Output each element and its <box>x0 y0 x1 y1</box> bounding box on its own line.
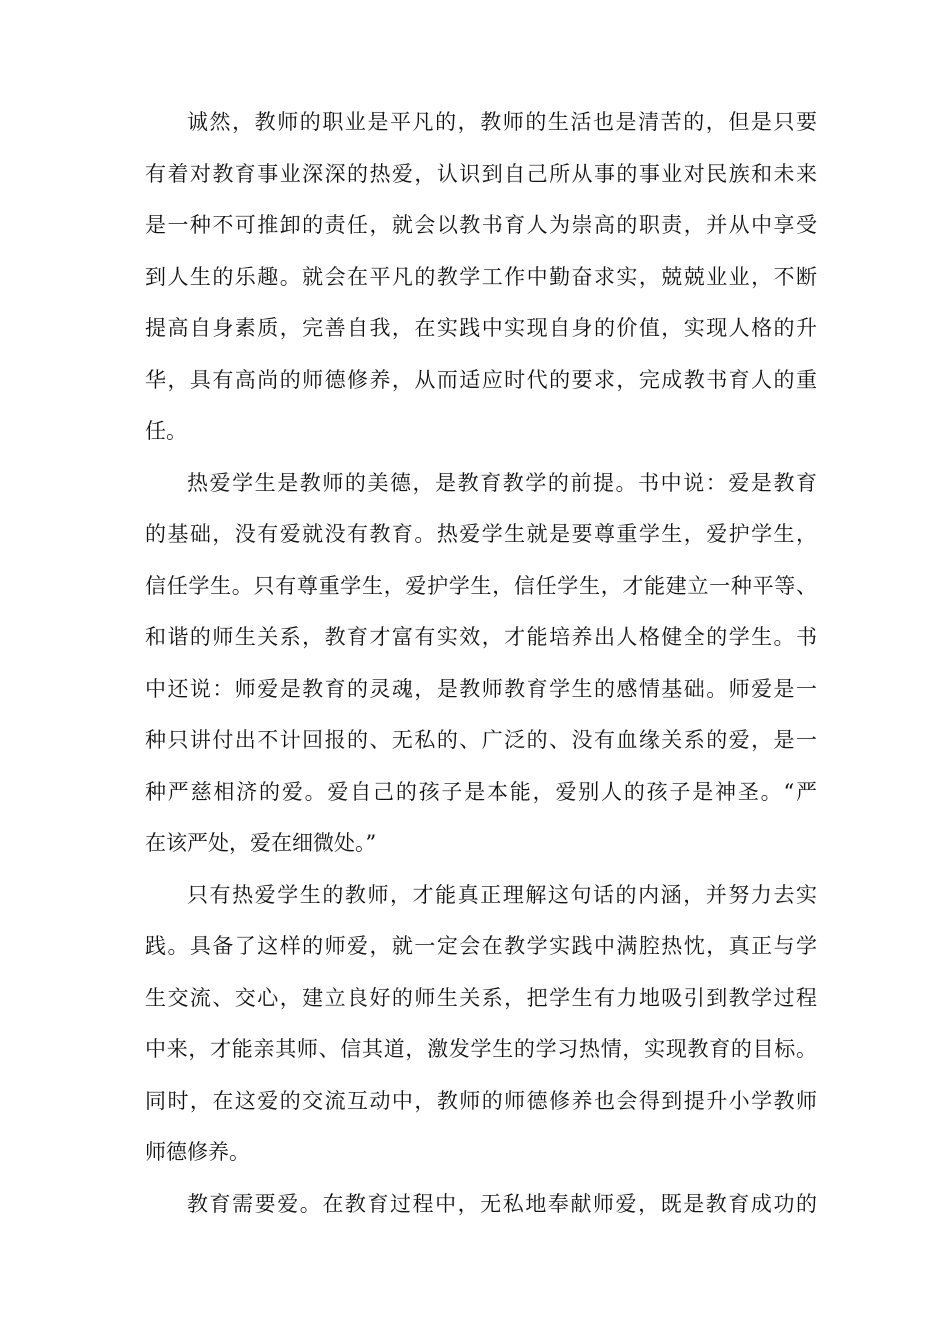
text-line: 中来，才能亲其师、信其道，激发学生的学习热情，实现教育的目标。 <box>145 1037 817 1061</box>
text-line: 在该严处，爱在细微处。” <box>145 831 377 855</box>
text-line: 同时，在这爱的交流互动中，教师的师德修养也会得到提升小学教师 <box>145 1088 817 1113</box>
text-line: 热爱学生是教师的美德，是教育教学的前提。书中说：爱是教育 <box>187 470 817 495</box>
text-line: 践。具备了这样的师爱，就一定会在教学实践中满腔热忱，真正与学 <box>145 934 817 958</box>
text-line: 信任学生。只有尊重学生，爱护学生，信任学生，才能建立一种平等、 <box>145 573 817 598</box>
text-line: 的基础，没有爱就没有教育。热爱学生就是要尊重学生，爱护学生， <box>145 522 817 546</box>
paragraph-2 <box>145 458 817 870</box>
paragraph-4 <box>145 1179 817 1231</box>
text-line: 到人生的乐趣。就会在平凡的教学工作中勤奋求实，兢兢业业，不断 <box>145 264 817 289</box>
text-line: 诚然，教师的职业是平凡的，教师的生活也是清苦的，但是只要 <box>187 110 817 134</box>
text-line: 只有热爱学生的教师，才能真正理解这句话的内涵，并努力去实 <box>187 882 817 907</box>
text-line: 和谐的师生关系，教育才富有实效，才能培养出人格健全的学生。书 <box>145 625 817 649</box>
paragraph-1 <box>145 97 817 458</box>
paragraph-3 <box>145 870 817 1179</box>
text-line: 师德修养。 <box>145 1140 250 1164</box>
text-line: 教育需要爱。在教育过程中，无私地奉献师爱，既是教育成功的 <box>187 1191 817 1216</box>
document-body <box>145 97 817 1230</box>
text-line: 种只讲付出不计回报的、无私的、广泛的、没有血缘关系的爱，是一 <box>145 728 817 752</box>
text-line: 中还说：师爱是教育的灵魂，是教师教育学生的感情基础。师爱是一 <box>145 676 817 701</box>
text-line: 任。 <box>145 419 187 443</box>
text-line: 提高自身素质，完善自我，在实践中实现自身的价值，实现人格的升 <box>145 316 817 340</box>
text-line: 生交流、交心，建立良好的师生关系，把学生有力地吸引到教学过程 <box>145 985 817 1010</box>
text-line: 华，具有高尚的师德修养，从而适应时代的要求，完成教书育人的重 <box>145 367 817 392</box>
text-line: 有着对教育事业深深的热爱，认识到自己所从事的事业对民族和未来 <box>145 161 817 186</box>
text-line: 种严慈相济的爱。爱自己的孩子是本能，爱别人的孩子是神圣。“严 <box>145 779 817 804</box>
text-line: 是一种不可推卸的责任，就会以教书育人为崇高的职责，并从中享受 <box>145 213 817 237</box>
